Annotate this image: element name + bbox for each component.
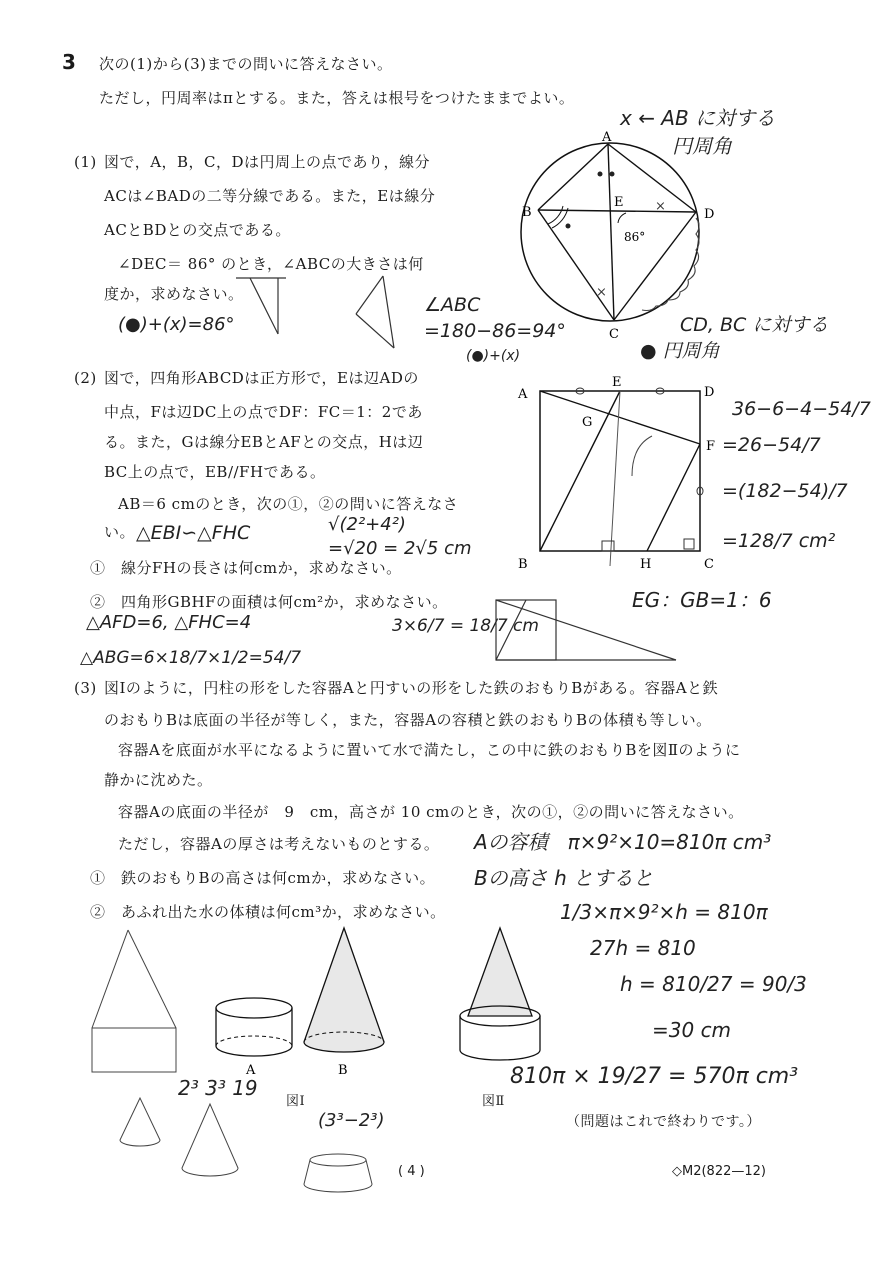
q2-point-f: F xyxy=(706,439,716,454)
q3-text-line4: 静かに沈めた。 xyxy=(104,771,213,789)
q3-sub2: ② あふれ出た水の体積は何cm³か，求めなさい。 xyxy=(90,903,446,921)
hw-q3-h: Bの高さ h とすると xyxy=(474,866,654,890)
hw-q1-sketch xyxy=(228,268,408,368)
q2-square-figure xyxy=(512,376,722,576)
q3-label: (3) xyxy=(74,679,97,697)
hw-q3-e2: 27h = 810 xyxy=(590,936,696,960)
hw-q3-vol: Aの容積 π×9²×10=810π cm³ xyxy=(474,830,772,854)
q3-fig2-label: 図Ⅱ xyxy=(482,1094,505,1109)
q2-point-d: D xyxy=(704,385,715,400)
q2-text-line3: る。また，Gは線分EBとAFとの交点，Hは辺 xyxy=(104,433,424,451)
hw-q3-sketch xyxy=(110,1084,390,1194)
q1-text-line1: 図で，A，B，C，Dは円周上の点であり，線分 xyxy=(104,153,431,171)
hw-q3-e1: 1/3×π×9²×h = 810π xyxy=(560,900,768,924)
svg-text:×: × xyxy=(596,285,607,300)
q2-text-line1: 図で，四角形ABCDは正方形で，Eは辺ADの xyxy=(104,369,419,387)
q3-text-line3: 容器Aを底面が水平になるように置いて水で満たし，この中に鉄のおもりBを図Ⅱのように xyxy=(118,741,741,759)
hw-q2-r2: =26−54/7 xyxy=(722,434,821,456)
q2-text-line2: 中点，Fは辺DC上の点でDF：FC＝1：2であ xyxy=(104,403,423,421)
section-note: ただし，円周率はπとする。また，答えは根号をつけたままでよい。 xyxy=(99,89,575,107)
q3-sub1: ① 鉄のおもりBの高さは何cmか，求めなさい。 xyxy=(90,869,436,887)
hw-q2-abg: △ABG=6×18/7×1/2=54/7 xyxy=(80,648,302,668)
q1-point-b: B xyxy=(522,205,532,220)
q1-text-line4: ∠DEC＝ 86° のとき，∠ABCの大きさは何 xyxy=(118,255,424,273)
q3-text-line1: 図Ⅰのように，円柱の形をした容器Aと円すいの形をした鉄のおもりBがある。容器Aと鉄 xyxy=(104,679,719,697)
hw-q2-r3: =(182−54)/7 xyxy=(722,480,848,502)
hw-q2-r4: =128/7 cm² xyxy=(722,530,836,552)
hw-q2-fh: =√20 = 2√5 cm xyxy=(328,538,472,559)
hw-q2-sketch xyxy=(476,590,686,670)
q1-point-d: D xyxy=(704,207,715,222)
page-number: ( 4 ) xyxy=(398,1164,425,1179)
q2-point-e: E xyxy=(612,376,622,390)
q2-point-c: C xyxy=(704,557,714,572)
hw-q3-e3: h = 810/27 = 90/3 xyxy=(620,972,807,996)
q3-label-a: A xyxy=(246,1063,256,1078)
hw-q2-afd: △AFD=6, △FHC=4 xyxy=(86,612,252,633)
hw-q1-abc: ∠ABC xyxy=(424,294,481,316)
svg-text:×: × xyxy=(655,199,666,214)
q1-point-e: E xyxy=(614,195,624,210)
end-note: （問題はこれで終わりです。） xyxy=(566,1114,761,1130)
hw-q1-ans: =180−86=94° xyxy=(424,320,566,342)
hw-cd-bc-2: ● 円周角 xyxy=(640,340,720,362)
hw-q3-e5: 810π × 19/27 = 570π cm³ xyxy=(510,1064,799,1089)
q3-text-line2: のおもりBは底面の半径が等しく，また，容器Aの容積と鉄のおもりBの体積も等しい。 xyxy=(104,711,712,729)
q2-point-b: B xyxy=(518,557,528,572)
q3-text-line5: 容器Aの底面の半径が 9 cm，高さが 10 cmのとき，次の①，②の問いに答えなさい。 xyxy=(118,803,744,821)
q2-text-line6: い。 xyxy=(104,523,136,541)
q1-label: (1) xyxy=(74,153,97,171)
hw-cd-bc: CD, BC に対する xyxy=(680,314,829,336)
q3-figures xyxy=(80,924,580,1104)
hw-q2-r1: 36−6−4−54/7 xyxy=(732,398,871,420)
q1-point-c: C xyxy=(609,327,619,342)
q1-point-a: A xyxy=(602,130,612,145)
hw-arc-ab: x ← AB に対する xyxy=(620,106,776,130)
exam-code: ◇M2(822—12) xyxy=(672,1164,766,1179)
hw-q1-eq: (●)+(x)=86° xyxy=(118,314,235,335)
q2-point-a: A xyxy=(518,387,528,402)
q2-text-line5: AB＝6 cmのとき，次の①，②の問いに答えなさ xyxy=(118,495,459,513)
q2-label: (2) xyxy=(74,369,97,387)
hw-q2-ratio: EG：GB=1：6 xyxy=(632,588,772,612)
hw-q3-cube: 2³ 3³ 19 xyxy=(178,1076,258,1100)
section-intro: 次の(1)から(3)までの問いに答えなさい。 xyxy=(99,55,393,73)
hw-q2-bg: 3×6/7 = 18/7 cm xyxy=(392,616,539,636)
hw-q3-diff: (3³−2³) xyxy=(318,1110,385,1131)
q3-label-b: B xyxy=(338,1063,348,1078)
hw-q3-e4: =30 cm xyxy=(652,1018,732,1042)
q1-angle-label: 86° xyxy=(624,230,646,244)
q2-point-h: H xyxy=(640,557,652,572)
q2-text-line4: BC上の点で，EB//FHである。 xyxy=(104,463,326,481)
q2-point-g: G xyxy=(582,415,593,430)
q3-fig1-label: 図Ⅰ xyxy=(286,1094,306,1109)
q2-sub2: ② 四角形GBHFの面積は何cm²か，求めなさい。 xyxy=(90,593,448,611)
q1-text-line3: ACとBDとの交点である。 xyxy=(104,221,291,239)
section-number: 3 xyxy=(62,50,76,74)
hw-arc-ab-2: 円周角 xyxy=(672,134,732,158)
hw-q1-sum: (●)+(x) xyxy=(466,348,521,364)
q1-text-line5: 度か，求めなさい。 xyxy=(104,285,244,303)
q1-text-line2: ACは∠BADの二等分線である。また，Eは線分 xyxy=(104,187,436,205)
q3-text-line6: ただし，容器Aの厚さは考えないものとする。 xyxy=(118,835,440,853)
hw-q2-sqrt: √(2²+4²) xyxy=(328,514,406,535)
hw-q2-sim: △EBI∽△FHC xyxy=(136,522,251,544)
q2-sub1: ① 線分FHの長さは何cmか，求めなさい。 xyxy=(90,559,402,577)
